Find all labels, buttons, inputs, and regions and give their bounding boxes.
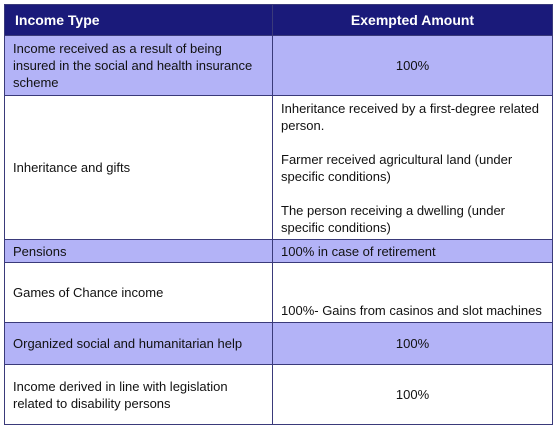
table-row bbox=[5, 36, 553, 96]
exempted-amount-cell bbox=[273, 323, 553, 365]
exempted-amount-text: 100% bbox=[395, 58, 430, 73]
exempted-amount-cell bbox=[273, 240, 553, 263]
table-row bbox=[5, 323, 553, 365]
income-type-header: Income Type bbox=[5, 5, 273, 36]
income-type-cell: Income derived in line with legislation related to disability persons bbox=[5, 365, 273, 425]
income-exemption-table bbox=[4, 4, 553, 425]
exempted-amount-text: 100%- Gains from casinos and slot machines bbox=[281, 303, 542, 318]
table-row bbox=[5, 365, 553, 425]
table-row bbox=[5, 240, 553, 263]
exempted-amount-header: Exempted Amount bbox=[273, 5, 553, 36]
income-type-cell: Inheritance and gifts bbox=[5, 96, 273, 240]
income-type-cell: Organized social and humanitarian help bbox=[5, 323, 273, 365]
exempted-amount-text: Farmer received agricultural land (under specific conditions) bbox=[281, 151, 513, 184]
exempted-amount-text: Inheritance received by a first-degree related person. bbox=[281, 100, 539, 133]
exempted-amount-text: 100% bbox=[395, 387, 430, 402]
exempted-amount-text: 100% bbox=[395, 336, 430, 351]
exempted-amount-cell bbox=[273, 36, 553, 96]
income-type-cell: Pensions bbox=[5, 240, 273, 263]
income-type-cell: Games of Chance income bbox=[5, 263, 273, 323]
exempted-amount-cell bbox=[273, 365, 553, 425]
exempted-amount-cell bbox=[273, 263, 553, 323]
income-type-cell: Income received as a result of being insured in the social and health insurance scheme bbox=[5, 36, 273, 96]
table-header-row bbox=[5, 5, 553, 36]
exempted-amount-cell bbox=[273, 96, 553, 240]
exempted-amount-text: 100% in case of retirement bbox=[281, 243, 436, 259]
table-row bbox=[5, 96, 553, 240]
table-row bbox=[5, 263, 553, 323]
exempted-amount-text: The person receiving a dwelling (under specific conditions) bbox=[281, 202, 506, 235]
